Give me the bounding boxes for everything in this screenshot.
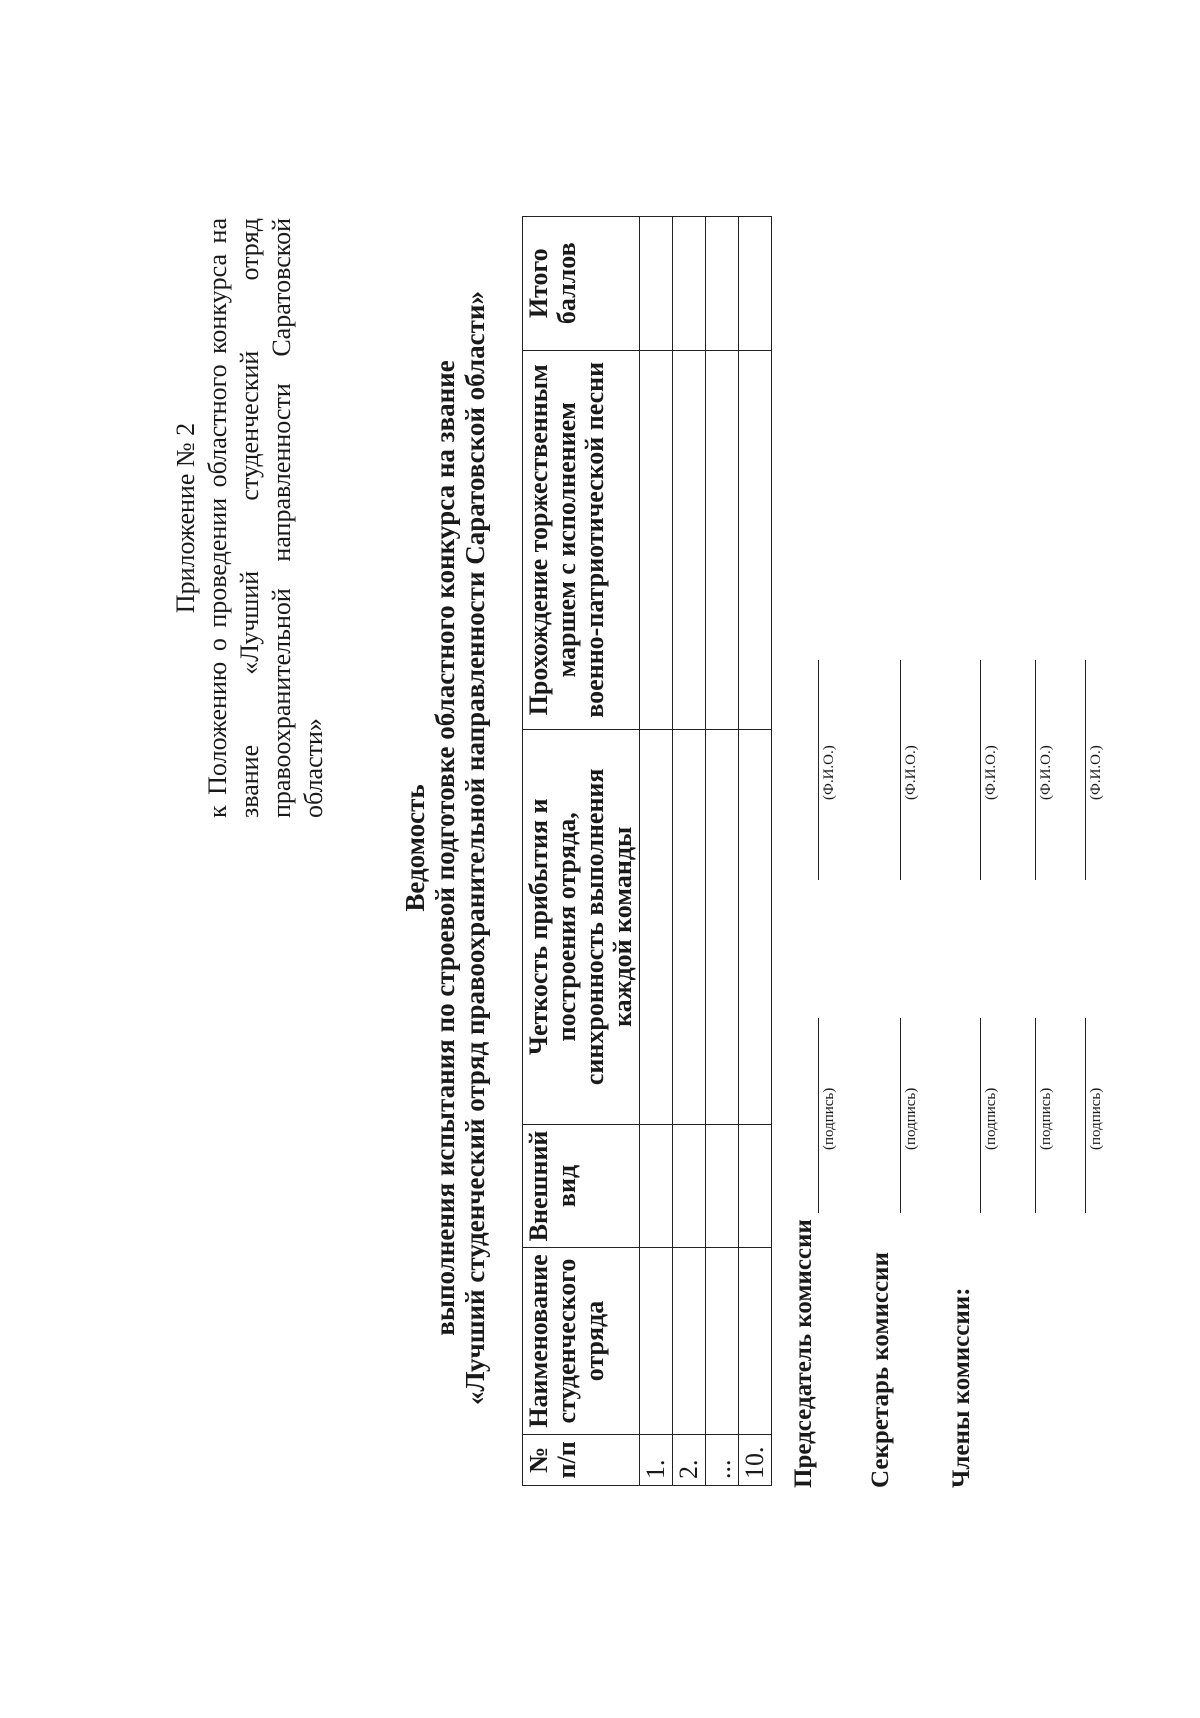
cell-precision[interactable] — [640, 730, 673, 1125]
cell-precision[interactable] — [673, 730, 706, 1125]
cell-march[interactable] — [640, 350, 673, 730]
chairman-label: Председатель комиссии — [790, 1219, 817, 1488]
table-row — [706, 217, 739, 1486]
secretary-name-line[interactable] — [900, 660, 901, 880]
member-2-name-line[interactable] — [1035, 660, 1036, 880]
cell-march[interactable] — [739, 350, 772, 730]
cell-team-name[interactable] — [739, 1248, 772, 1434]
cell-appearance[interactable] — [673, 1124, 706, 1248]
member-1-name-caption: (Ф.И.О.) — [983, 745, 999, 800]
member-1-signature-caption: (подпись) — [983, 1087, 999, 1150]
member-3-signature-line[interactable] — [1085, 1018, 1086, 1213]
table-header-row — [523, 217, 640, 1486]
document-title — [400, 198, 490, 1498]
cell-precision[interactable] — [739, 730, 772, 1125]
row-number: 10. — [739, 1434, 772, 1485]
title-line-3: «Лучший студенческий отряд правоохранительной направленности Саратовской области» — [460, 291, 490, 1405]
cell-total[interactable] — [739, 217, 772, 351]
chairman-name-caption: (Ф.И.О.) — [821, 745, 837, 800]
cell-precision[interactable] — [706, 730, 739, 1125]
cell-appearance[interactable] — [706, 1124, 739, 1248]
secretary-signature-line[interactable] — [900, 1018, 901, 1213]
member-2-signature-caption: (подпись) — [1038, 1087, 1054, 1150]
cell-total[interactable] — [673, 217, 706, 351]
secretary-name-caption: (Ф.И.О.) — [903, 745, 919, 800]
title-line-2: выполнения испытания по строевой подготовке областного конкурса на звание — [430, 360, 460, 1336]
member-3-name-line[interactable] — [1085, 660, 1086, 880]
chairman-signature-line[interactable] — [818, 1018, 819, 1213]
appendix-block — [170, 218, 330, 818]
document-sheet — [40, 78, 1140, 1718]
cell-appearance[interactable] — [640, 1124, 673, 1248]
table-row — [739, 217, 772, 1486]
row-number: 1. — [640, 1434, 673, 1485]
header-march: Прохождение торжественным маршем с исполнением военно-патриотической песни — [523, 350, 640, 730]
score-table — [522, 216, 772, 1486]
header-number: № п/п — [523, 1434, 640, 1485]
cell-march[interactable] — [673, 350, 706, 730]
member-2-name-caption: (Ф.И.О.) — [1038, 745, 1054, 800]
appendix-text: к Положению о проведении областного конкурса на звание «Лучший студенческий отряд правоохранительной направленности Саратовской области» — [203, 218, 328, 818]
secretary-signature-caption: (подпись) — [903, 1087, 919, 1150]
header-team-name: Наименование студенческого отряда — [523, 1248, 640, 1434]
cell-team-name[interactable] — [673, 1248, 706, 1434]
cell-total[interactable] — [706, 217, 739, 351]
chairman-signature-caption: (подпись) — [821, 1087, 837, 1150]
member-2-signature-line[interactable] — [1035, 1018, 1036, 1213]
cell-march[interactable] — [706, 350, 739, 730]
table-row — [673, 217, 706, 1486]
member-1-name-line[interactable] — [980, 660, 981, 880]
secretary-label: Секретарь комиссии — [867, 1252, 894, 1488]
row-number: 2. — [673, 1434, 706, 1485]
cell-total[interactable] — [640, 217, 673, 351]
row-number: ... — [706, 1434, 739, 1485]
member-1-signature-line[interactable] — [980, 1018, 981, 1213]
title-line-1: Ведомость — [400, 784, 430, 912]
appendix-number: Приложение № 2 — [171, 422, 200, 614]
member-3-signature-caption: (подпись) — [1088, 1087, 1104, 1150]
header-total: Итого баллов — [523, 217, 640, 351]
cell-team-name[interactable] — [706, 1248, 739, 1434]
cell-appearance[interactable] — [739, 1124, 772, 1248]
members-label: Члены комиссии: — [948, 1287, 975, 1488]
table-row — [640, 217, 673, 1486]
chairman-name-line[interactable] — [818, 660, 819, 880]
header-precision: Четкость прибытия и построения отряда, синхронность выполнения каждой команды — [523, 730, 640, 1125]
member-3-name-caption: (Ф.И.О.) — [1088, 745, 1104, 800]
header-appearance: Внешний вид — [523, 1124, 640, 1248]
cell-team-name[interactable] — [640, 1248, 673, 1434]
